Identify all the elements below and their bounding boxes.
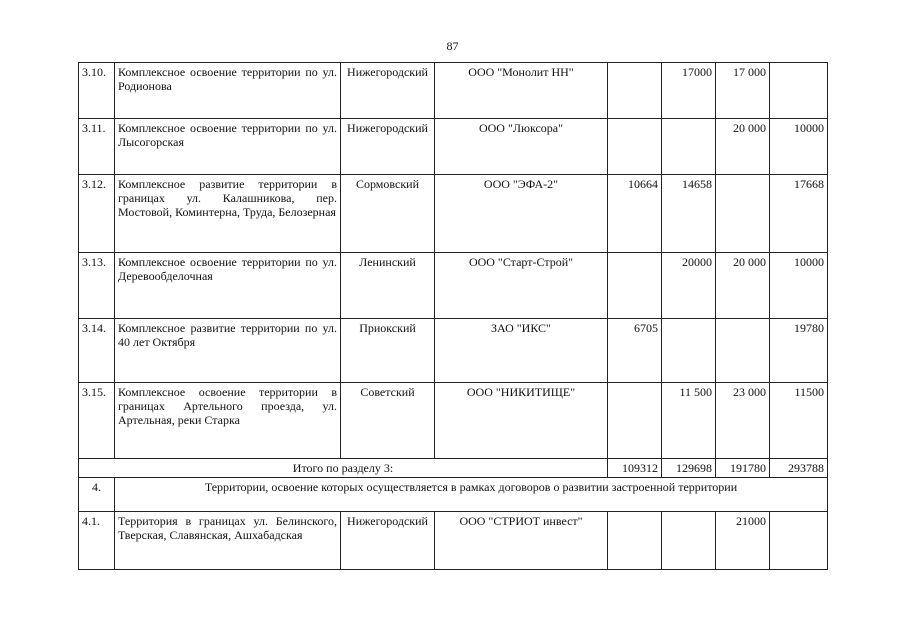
value-4: 10000 [770,253,828,319]
total-value-3: 191780 [716,459,770,478]
row-number: 3.10. [79,63,115,119]
company: ООО "Монолит НН" [435,63,608,119]
row-number: 3.14. [79,319,115,383]
territory-name: Комплексное освоение территории по ул. Родионова [115,63,341,119]
row-number: 3.12. [79,175,115,253]
table-row [79,319,828,383]
value-3: 21000 [716,512,770,570]
value-3: 23 000 [716,383,770,459]
territory-name: Комплексное освоение территории по ул. Лысогорская [115,119,341,175]
value-1 [608,253,662,319]
value-3 [716,175,770,253]
district: Нижегородский [341,119,435,175]
value-1 [608,119,662,175]
company: ООО "Люксора" [435,119,608,175]
row-number: 3.11. [79,119,115,175]
district: Приокский [341,319,435,383]
total-row [79,459,828,478]
district: Ленинский [341,253,435,319]
table-row [79,175,828,253]
value-2: 20000 [662,253,716,319]
row-number: 4.1. [79,512,115,570]
section-number: 4. [79,478,115,512]
value-3: 20 000 [716,253,770,319]
section-title: Территории, освоение которых осуществляется в рамках договоров о развитии застроенной территории [115,478,828,512]
district: Советский [341,383,435,459]
section-row [79,478,828,512]
value-3: 20 000 [716,119,770,175]
total-label: Итого по разделу 3: [79,459,608,478]
value-2: 14658 [662,175,716,253]
value-4: 10000 [770,119,828,175]
company: ООО "НИКИТИЩЕ" [435,383,608,459]
company: ЗАО "ИКС" [435,319,608,383]
value-1 [608,512,662,570]
row-number: 3.15. [79,383,115,459]
value-4 [770,512,828,570]
total-value-2: 129698 [662,459,716,478]
value-4 [770,63,828,119]
total-value-1: 109312 [608,459,662,478]
projects-table [78,62,828,570]
company: ООО "ЭФА-2" [435,175,608,253]
value-3: 17 000 [716,63,770,119]
value-3 [716,319,770,383]
territory-name: Комплексное освоение территории в границах Артельного проезда, ул. Артельная, реки Старка [115,383,341,459]
table-row [79,119,828,175]
total-value-4: 293788 [770,459,828,478]
value-4: 11500 [770,383,828,459]
page-number: 87 [446,39,459,53]
row-number: 3.13. [79,253,115,319]
value-2: 11 500 [662,383,716,459]
territory-name: Комплексное освоение территории по ул. Деревообделочная [115,253,341,319]
territory-name: Комплексное развитие территории по ул. 40 лет Октября [115,319,341,383]
table-row [79,383,828,459]
territory-name: Территория в границах ул. Белинского, Тверская, Славянская, Ашхабадская [115,512,341,570]
value-4: 17668 [770,175,828,253]
value-1: 6705 [608,319,662,383]
value-2 [662,319,716,383]
table-row [79,253,828,319]
district: Нижегородский [341,63,435,119]
company: ООО "СТРИОТ инвест" [435,512,608,570]
company: ООО "Старт-Строй" [435,253,608,319]
table-row [79,512,828,570]
value-2 [662,512,716,570]
value-1: 10664 [608,175,662,253]
territory-name: Комплексное развитие территории в границах ул. Калашникова, пер. Мостовой, Коминтерна, Труда, Белозерная [115,175,341,253]
value-1 [608,63,662,119]
value-2 [662,119,716,175]
table-row [79,63,828,119]
district: Нижегородский [341,512,435,570]
value-1 [608,383,662,459]
value-4: 19780 [770,319,828,383]
value-2: 17000 [662,63,716,119]
district: Сормовский [341,175,435,253]
